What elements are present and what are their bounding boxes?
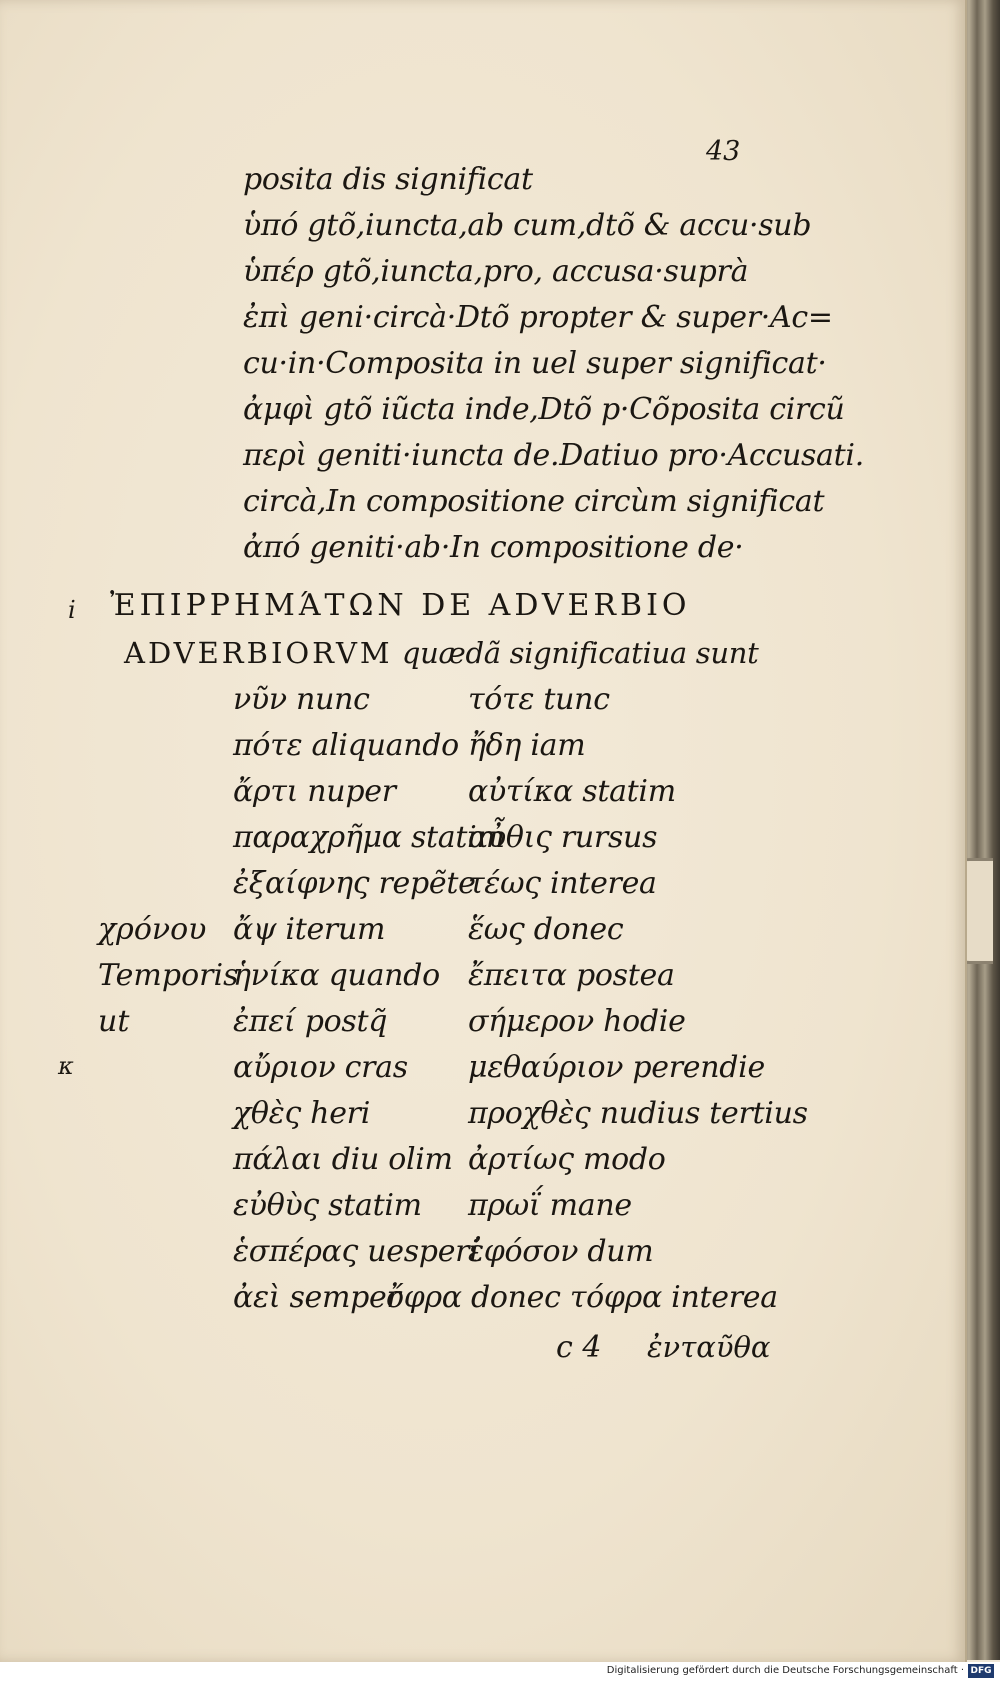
- sub-heading: [124, 636, 758, 670]
- adverb-right: μεθαύριον perendie: [468, 1050, 765, 1085]
- adverb-left: ἑσπέρας uesperi: [233, 1234, 479, 1269]
- text-line: posita dis significat: [243, 162, 533, 197]
- adverb-left: παραχρῆμα statim: [233, 820, 505, 855]
- adverb-left: ἄψ iterum: [233, 912, 386, 947]
- adverb-right: ἀρτίως modo: [468, 1142, 666, 1177]
- adverb-right: αὐτίκα statim: [468, 774, 676, 809]
- sub-heading-caps: ADVERBIORVM: [124, 636, 393, 670]
- adverb-right: αὖθις rursus: [468, 820, 658, 855]
- page-number: 43: [706, 136, 741, 167]
- adverb-right: ἤδη iam: [468, 728, 586, 763]
- adverb-left: ἡνίκα quando: [233, 958, 440, 993]
- adverb-left: ἄρτι nuper: [233, 774, 396, 809]
- adverb-left: χθὲς heri: [233, 1096, 370, 1131]
- text-line: περὶ geniti·iuncta de.Datiuo pro·Accusati.: [243, 438, 864, 473]
- adverb-left: νῦν nunc: [233, 682, 370, 717]
- text-line: cu·in·Composita in uel super significat·: [243, 346, 827, 381]
- adverb-right: πρωΐ mane: [468, 1188, 632, 1223]
- adverb-left: ἀεὶ semper: [233, 1280, 401, 1315]
- adverb-right: προχθὲς nudius tertius: [468, 1096, 808, 1131]
- adverb-right: ἔπειτα postea: [468, 958, 675, 993]
- signature-mark: c 4: [556, 1330, 602, 1365]
- adverb-left: πότε aliquando: [233, 728, 459, 763]
- margin-note-greek: χρόνου: [98, 912, 207, 947]
- text-line: circà,In compositione circùm significat: [243, 484, 825, 519]
- adverb-right: σήμερον hodie: [468, 1004, 686, 1039]
- sub-heading-rest: quædã significatiua sunt: [401, 636, 759, 670]
- catchword: ἐνταῦθα: [647, 1330, 771, 1364]
- adverb-right: τέως interea: [468, 866, 657, 901]
- adverb-right: ὄφρα donec τόφρα interea: [386, 1280, 778, 1315]
- text-line: ὑπέρ gtõ,iuncta,pro, accusa·suprà: [243, 254, 749, 289]
- margin-note-mark: κ: [58, 1052, 74, 1080]
- margin-note-latin: Temporis: [98, 958, 239, 993]
- adverb-left: αὔριον cras: [233, 1050, 408, 1085]
- adverb-left: εὐθὺς statim: [233, 1188, 422, 1223]
- adverb-left: ἐξαίφνης repẽte: [233, 866, 476, 901]
- adverb-left: ἐπεί postq̃: [233, 1004, 388, 1039]
- section-heading: ἘΠΙΡΡΗΜΆΤΩΝ DE ADVERBIO: [110, 588, 691, 623]
- text-line: ἐπὶ geni·circà·Dtõ propter & super·Ac=: [243, 300, 833, 335]
- adverb-right: ἐφόσον dum: [468, 1234, 654, 1269]
- text-line: ἀπό geniti·ab·In compositione de·: [243, 530, 744, 565]
- section-marker: i: [68, 596, 76, 624]
- adverb-left: πάλαι diu olim: [233, 1142, 453, 1177]
- footer-credit: Digitalisierung gefördert durch die Deutsche Forschungsgemeinschaft ·: [606, 1665, 964, 1676]
- text-line: ὑπό gtõ,iuncta,ab cum,dtõ & accu·sub: [243, 208, 812, 243]
- dfg-logo-icon: DFG: [968, 1664, 994, 1678]
- adverb-right: τότε tunc: [468, 682, 610, 717]
- adverb-right: ἕως donec: [468, 912, 624, 947]
- margin-note-ut: ut: [98, 1004, 130, 1039]
- text-line: ἀμφὶ gtõ iũcta inde,Dtõ p·Cõposita circũ: [243, 392, 845, 427]
